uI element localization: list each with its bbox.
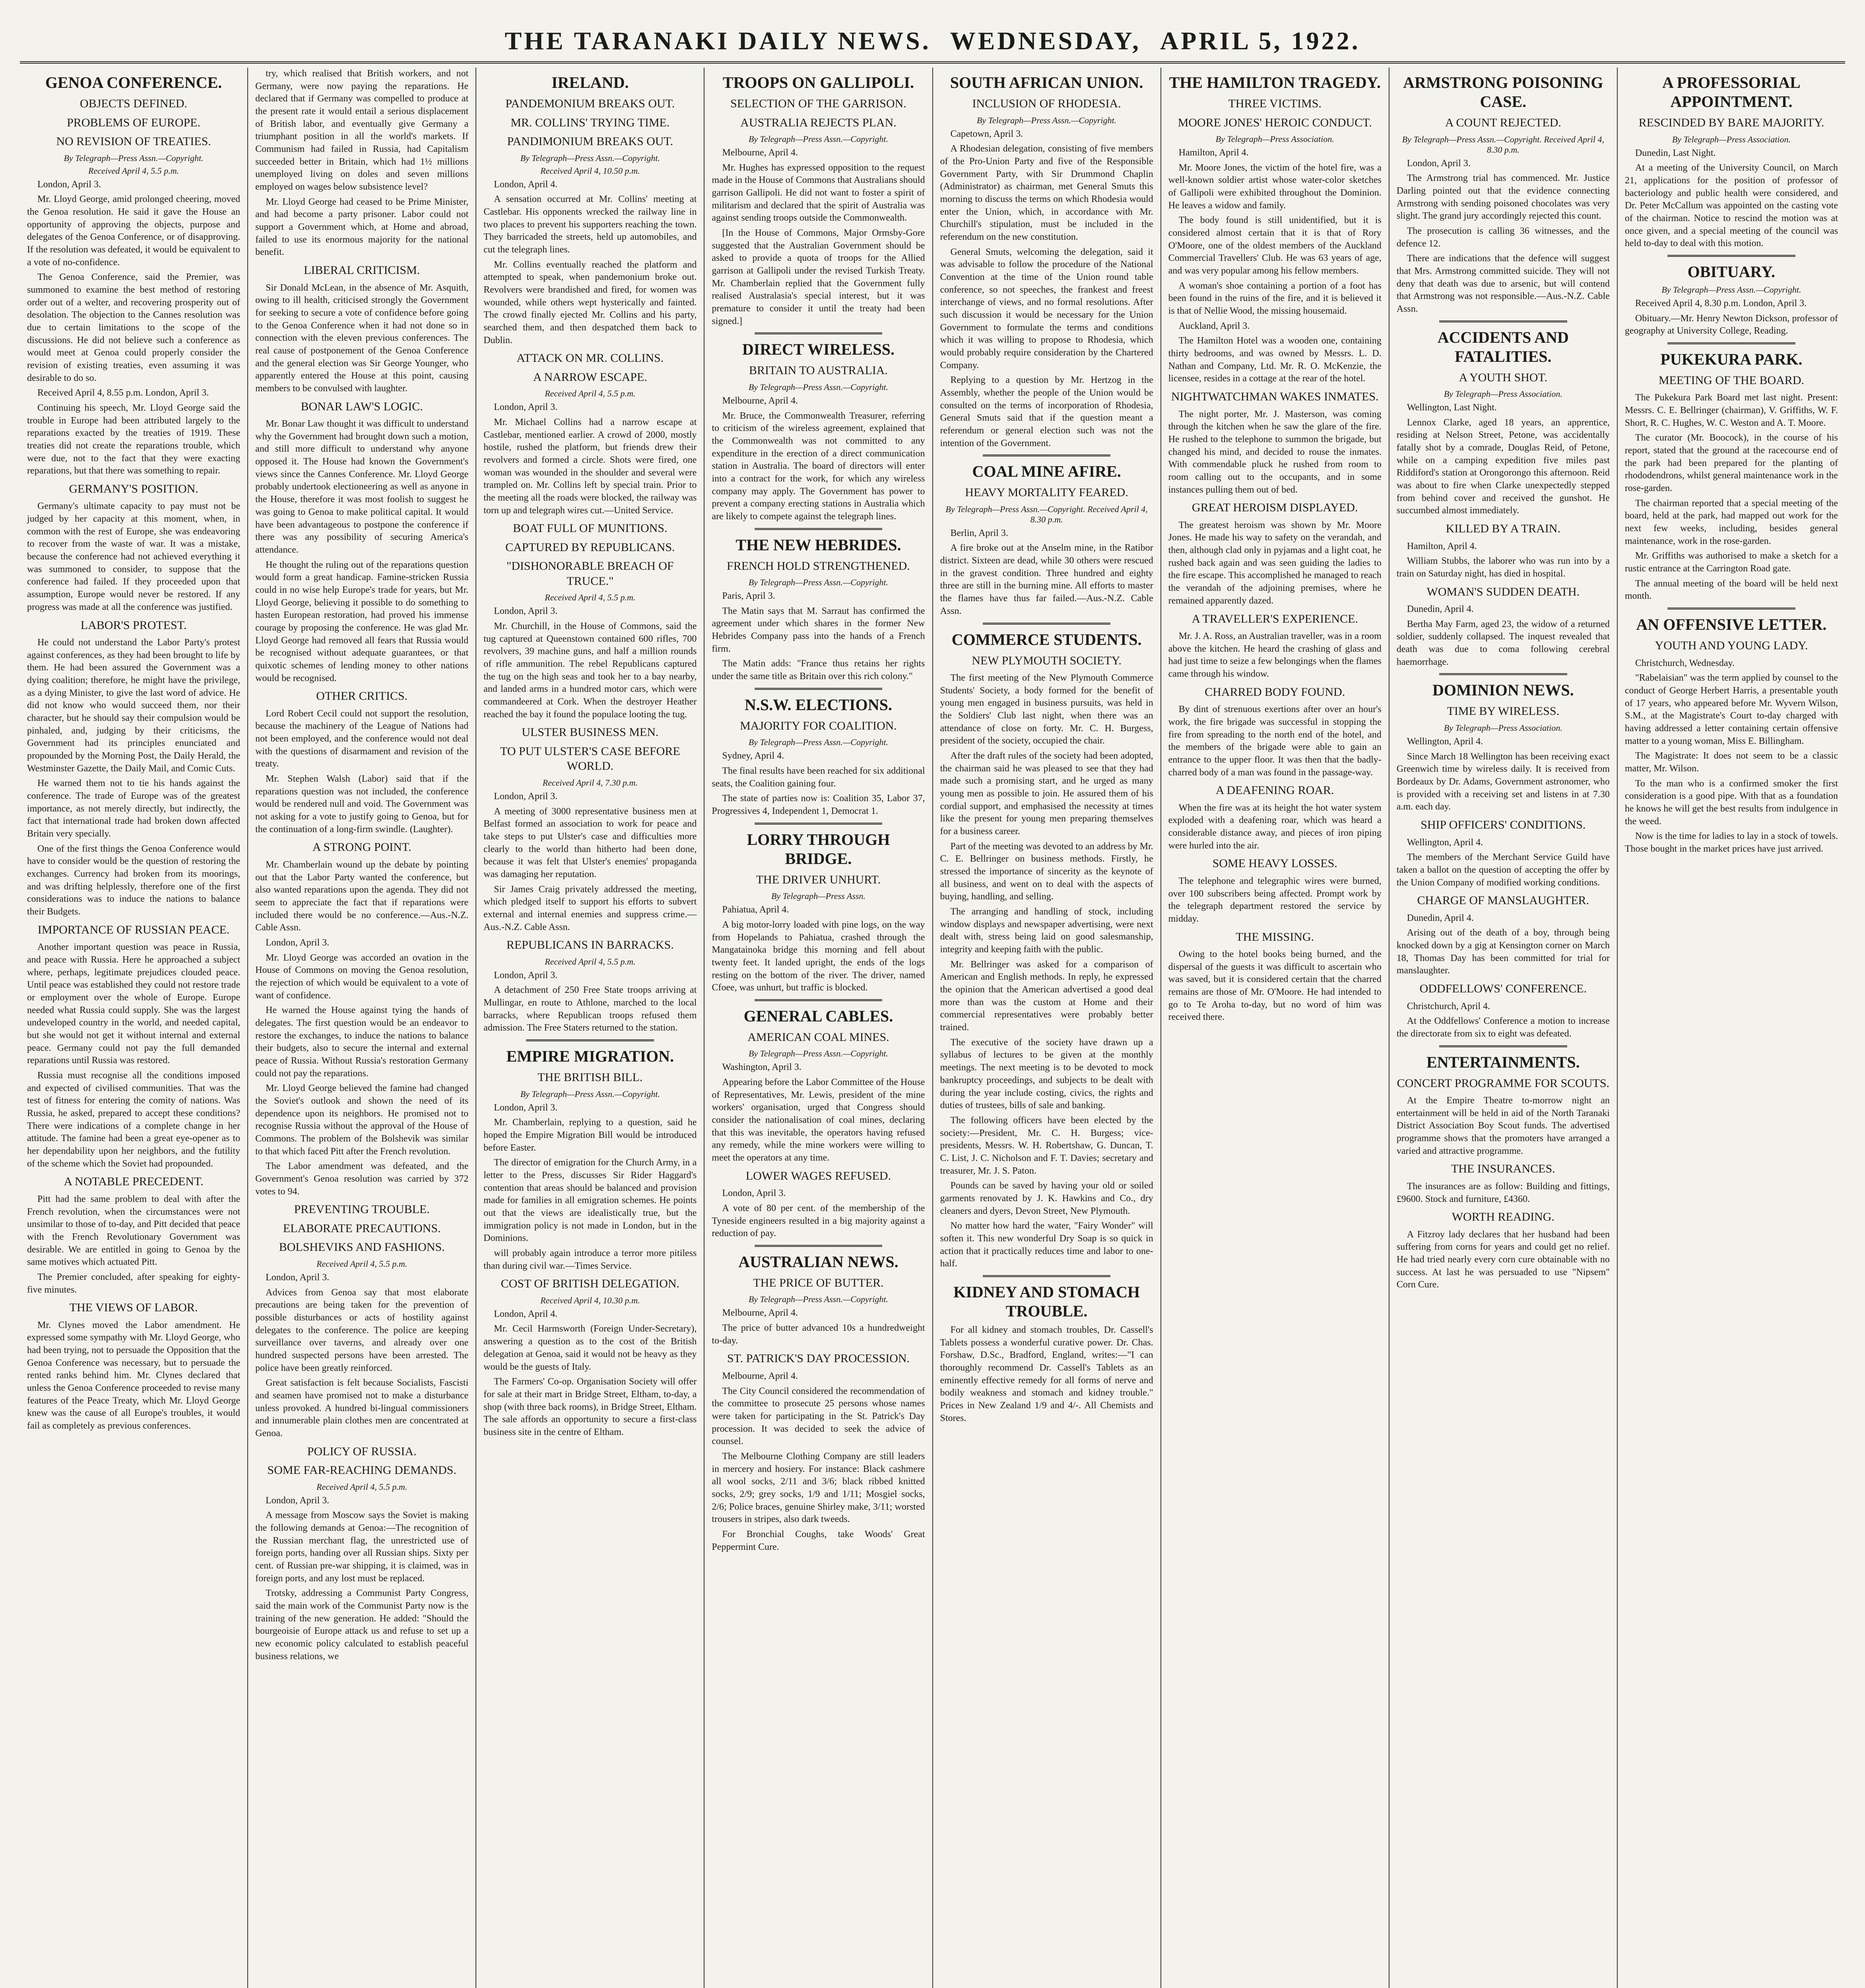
article-subheading: FRENCH HOLD STRENGTHENED.	[727, 559, 910, 573]
section-divider	[755, 688, 883, 690]
article-paragraph: A vote of 80 per cent. of the membership of the Tyneside engineers resulted in a big majority against a reduction of pay.	[712, 1203, 925, 1239]
article-subheading: IMPORTANCE OF RUSSIAN PEACE.	[37, 923, 230, 936]
article-paragraph: The telephone and telegraphic wires were burned, over 100 subscribers being affected. Prompt work by the telegraph department restored the service by midday.	[1168, 876, 1382, 924]
article-paragraph: The annual meeting of the board will be held next month.	[1624, 578, 1838, 602]
article-subheading: A YOUTH SHOT.	[1459, 371, 1548, 384]
article-subheading: THE VIEWS OF LABOR.	[69, 1301, 198, 1314]
article-paragraph: London, April 4.	[494, 179, 558, 190]
article-paragraph: One of the first things the Genoa Conference would have to consider would be the question of restoring the exchanges. Currency had broken from its moorings, and was drifting helplessly, therefore one of the first considerations was to induce the nations to balance their Budgets.	[27, 843, 241, 917]
section-divider	[983, 623, 1111, 625]
article-subheading: MOORE JONES' HEROIC CONDUCT.	[1178, 116, 1372, 129]
article-subheading: HEAVY MORTALITY FEARED.	[965, 486, 1128, 499]
dateline: By Telegraph—Press Association.	[1444, 389, 1562, 399]
article-paragraph: Melbourne, April 4.	[722, 395, 798, 406]
section-divider	[1667, 608, 1795, 610]
article-paragraph: Mr. Collins eventually reached the platform and attempted to speak, when pandemonium broke out. Revolvers were brandished and fired, for women was wounded, while others wept hysterically and fainted. The crowd finally ejected Mr. Collins and his party, searched them, and then despatched them back to Dublin.	[483, 259, 697, 346]
article-subheading: WOMAN'S SUDDEN DEATH.	[1426, 585, 1580, 598]
article-paragraph: The director of emigration for the Church Army, in a letter to the Press, discusses Sir Rider Haggard's contention that areas should be balanced and provision made for families in all emigration schemes. He points out that the views are idealistically true, but the immigration policy is not made in London, but in the Dominions.	[483, 1157, 697, 1244]
article-paragraph: Pitt had the same problem to deal with after the French revolution, when the circumstances were not unsimilar to those of to-day, and Pitt decided that peace with the French Revolutionary Government was desirable. We are entitled in going to Genoa by the same motives which actuated Pitt.	[27, 1194, 241, 1268]
article-subheading: GREAT HEROISM DISPLAYED.	[1192, 501, 1358, 514]
article-headline: AUSTRALIAN NEWS.	[738, 1252, 899, 1271]
news-column-8	[1618, 68, 1845, 1988]
article-headline: GENOA CONFERENCE.	[45, 74, 222, 91]
news-column-3	[476, 68, 704, 1988]
article-headline: ACCIDENTS AND FATALITIES.	[1437, 328, 1569, 365]
issue-date: APRIL 5, 1922.	[1160, 27, 1360, 55]
article-paragraph: Dunedin, Last Night.	[1635, 148, 1716, 158]
article-paragraph: Mr. Bonar Law thought it was difficult to understand why the Government had brought down such a motion, and still more difficult to understand why anyone opposed it. The House had known the Government's views since the Cannes Conference. Mr. Lloyd George probably undertook electioneering as well as anyone in the House, therefore it was most foolish to suggest he was going to Genoa to make political capital. It would have been advantageous to postpone the conference if there was any possibility of securing America's attendance.	[255, 419, 469, 555]
dateline: By Telegraph—Press Assn.—Copyright.	[748, 134, 889, 144]
article-subheading: COST OF BRITISH DELEGATION.	[501, 1277, 680, 1291]
article-paragraph: A message from Moscow says the Soviet is making the following demands at Genoa:—The recognition of the Russian merchant flag, the unrestricted use of foreign ports, handing over all Russian ships. Sixty per cent. of Russian pre-war shipping, it is claimed, was in foreign ports, and any lost must be replaced.	[255, 1510, 469, 1584]
article-paragraph: Mr. Lloyd George had ceased to be Prime Minister, and had become a party prisoner. Labor could not support a Government which, at Home and abroad, failed to use its enormous majority for the national benefit.	[255, 196, 469, 258]
article-paragraph: Mr. Hughes has expressed opposition to the request made in the House of Commons that Australians should garrison Gallipoli. He did not want to foster a spirit of militarism and declared that the spirit of Australia was against sending troops outside the Commonwealth.	[712, 162, 925, 223]
article-paragraph: He thought the ruling out of the reparations question would form a great handicap. Famine-stricken Russia could in no wise help Europe's trade for years, but Mr. Lloyd George, believing it possible to do something to hasten European restoration, had proved his immense courage by proposing the conference. He was glad Mr. Lloyd George had removed all fears that Russia would be recognised without adequate guarantees, or that quixotic schemes of lending money to other nations would be recognised.	[255, 559, 469, 683]
article-subheading: MR. COLLINS' TRYING TIME.	[510, 116, 670, 129]
article-paragraph: Mr. Cecil Harmsworth (Foreign Under-Secretary), answering a question as to the cost of the British delegation at Genoa, said it would not be heavy as they would be the guests of Italy.	[483, 1324, 697, 1372]
article-subheading: TO PUT ULSTER'S CASE BEFORE WORLD.	[500, 744, 680, 773]
article-paragraph: Part of the meeting was devoted to an address by Mr. C. E. Bellringer on business methods. Firstly, he stressed the importance of sincerity as the keynote of all business, and went on to deal with the aspects of buying, handling, and selling.	[940, 841, 1153, 902]
article-paragraph: The Magistrate: It does not seem to be a classic matter, Mr. Wilson.	[1624, 751, 1838, 774]
dateline: By Telegraph—Press Assn.—Copyright.	[748, 1048, 889, 1059]
article-paragraph: London, April 3.	[494, 606, 558, 617]
dateline: Received April 4, 7.30 p.m.	[542, 777, 638, 788]
article-subheading: LOWER WAGES REFUSED.	[745, 1169, 891, 1182]
section-divider	[1667, 255, 1795, 257]
dateline: Received April 4, 5.5 p.m.	[545, 956, 636, 967]
article-paragraph: The Genoa Conference, said the Premier, was summoned to examine the best method of restoring order out of a welter, and recovering prosperity out of desolation. The objection to the Cannes resolution was due to certain limitations to the scope of the discussions. He did not believe such a conference as would meet at Genoa could properly consider the revision of existing treaties, even assuming it was desirable to do so.	[27, 272, 241, 383]
article-paragraph: Melbourne, April 4.	[722, 148, 798, 158]
dateline: By Telegraph—Press Assn.—Copyright.	[520, 1089, 660, 1099]
article-paragraph: Capetown, April 3.	[950, 128, 1023, 139]
dateline: By Telegraph—Press Assn.—Copyright.	[64, 153, 204, 163]
article-paragraph: For all kidney and stomach troubles, Dr. Cassell's Tablets possess a wonderful curative power. Dr. Chas. Forshaw, D.Sc., Bradford, England, writes:—"I can thoroughly recommend Dr. Cassell's Tablets as an eminently effective remedy for all forms of nerve and bodily weakness and stomach and kidney trouble." Prices in New Zealand 1/9 and 4/-. All Chemists and Stores.	[940, 1324, 1153, 1423]
article-headline: ENTERTAINMENTS.	[1426, 1053, 1580, 1071]
article-paragraph: Now is the time for ladies to lay in a stock of towels. Those bought in the market prices have just arrived.	[1624, 831, 1838, 854]
article-subheading: A NARROW ESCAPE.	[533, 370, 647, 384]
article-paragraph: Berlin, April 3.	[950, 528, 1008, 538]
article-paragraph: The Pukekura Park Board met last night. Present: Messrs. C. E. Bellringer (chairman), V. Griffiths, W. F. Short, R. C. Hughes, W. C. Weston and A. T. Moore.	[1624, 392, 1838, 428]
dateline: Received April 4, 10.50 p.m.	[540, 165, 640, 176]
article-paragraph: The body found is still unidentified, but it is considered almost certain that it is that of Rory O'Moore, one of the oldest members of the Auckland Commercial Travellers' Club. He was 63 years of age, and was very popular among his fellow members.	[1168, 215, 1382, 276]
article-paragraph: The City Council considered the recommendation of the committee to prosecute 25 persons whose names were taken for participating in the St. Patrick's Day procession. It was decided to seek the advice of counsel.	[712, 1386, 925, 1447]
article-subheading: RESCINDED BY BARE MAJORITY.	[1638, 116, 1824, 129]
article-headline: DOMINION NEWS.	[1432, 681, 1574, 699]
article-paragraph: Mr. Michael Collins had a narrow escape at Castlebar, mentioned earlier. A crowd of 2000, mostly hostile, rushed the platform, but friends drew their revolvers and formed a circle. Shots were fired, one woman was wounded in the shoulder and several were trampled on. Mr. Collins left by special train. Prior to the meeting all the roads were blocked, the railway was torn up and telegraph wires cut.—United Service.	[483, 417, 697, 516]
article-paragraph: A detachment of 250 Free State troops arriving at Mullingar, en route to Athlone, marched to the local barracks, where Republican troops refused them admission. The Free Staters returned to the station.	[483, 985, 697, 1033]
dateline: By Telegraph—Press Assn.—Copyright.	[976, 115, 1117, 125]
article-paragraph: A Rhodesian delegation, consisting of five members of the Pro-Union Party and five of the Responsible Government Party, with Sir Drummond Chaplin (Administrator) as chairman, met General Smuts this morning to discuss the terms on which Rhodesia would enter the Union, which, in accordance with Mr. Churchill's stipulation, must be included in the referendum on the new constitution.	[940, 144, 1153, 242]
article-subheading: ST. PATRICK'S DAY PROCESSION.	[727, 1352, 910, 1365]
article-paragraph: Received April 4, 8.55 p.m. London, April 3.	[37, 388, 209, 398]
article-subheading: OBJECTS DEFINED.	[80, 97, 188, 110]
dateline: Received April 4, 5.5 p.m.	[316, 1258, 408, 1269]
article-paragraph: Sydney, April 4.	[722, 751, 784, 761]
article-paragraph: Mr. Lloyd George, amid prolonged cheering, moved the Genoa resolution. He said it gave the House an opportunity of approving the objects, purpose and delegates of the Genoa Conference, or of disapproving. If the resolution was defeated, it would be equivalent to a vote of no-confidence.	[27, 194, 241, 268]
article-subheading: PANDEMONIUM BREAKS OUT.	[505, 97, 675, 110]
article-paragraph: Pounds can be saved by having your old or soiled garments renovated by J. K. Hawkins and Co., dry cleaners and dyers, Devon Street, New Plymouth.	[940, 1180, 1153, 1216]
dateline: By Telegraph—Press Assn.—Copyright.	[1661, 284, 1801, 295]
dateline: By Telegraph—Press Assn.—Copyright.	[748, 382, 889, 392]
article-paragraph: Lennox Clarke, aged 18 years, an apprentice, residing at Nelson Street, Petone, was accidentally fatally shot by a comrade, Douglas Reid, of Petone, while on a camping expedition five miles past Riddiford's station at Orongorongo this afternoon. Reid was about to fire when Clarke unexpectedly stepped from behind cover and received the gunshot. He succumbed almost immediately.	[1396, 417, 1610, 516]
article-paragraph: He could not understand the Labor Party's protest against conferences, as they had been brought to life by them. He had been assured the Government was a dying coalition; therefore, he might have the privilege, as a dying Minister, to give the last word of advice. He did not know who would succeed them, nor their character, but he should say their compulsion would be pinhaled, and, judging by their criticisms, the Government had its principles enunciated and propounded by the Morning Post, the Daily Herald, the Westminster Gazette, the Daily Mail, and Comic Cuts.	[27, 637, 241, 774]
article-subheading: ELABORATE PRECAUTIONS.	[283, 1221, 441, 1235]
article-headline: DIRECT WIRELESS.	[742, 340, 895, 359]
news-column-1	[20, 68, 248, 1988]
news-column-4	[704, 68, 933, 1988]
article-paragraph: The greatest heroism was shown by Mr. Moore Jones. He made his way to safety on the verandah, and then, although clad only in pyjamas and a light coat, he rushed back again and was seen guiding the ladies to the fire escape. This accomplished he managed to reach the verandah of the adjoining premises, where he remained apparently dazed.	[1168, 520, 1382, 606]
article-paragraph: Hamilton, April 4.	[1178, 148, 1249, 158]
article-paragraph: Replying to a question by Mr. Hertzog in the Assembly, whether the people of the Union would be consulted on the terms of incorporation of Rhodesia, General Smuts said that if the question meant a referendum or general election such was not the intention of the Government.	[940, 375, 1153, 448]
article-paragraph: London, April 3.	[494, 791, 558, 802]
article-paragraph: Melbourne, April 4.	[722, 1308, 798, 1318]
article-paragraph: Dunedin, April 4.	[1407, 604, 1474, 615]
article-subheading: ULSTER BUSINESS MEN.	[522, 726, 659, 739]
news-column-2	[248, 68, 476, 1988]
dateline: Received April 4, 5.5 p.m.	[545, 388, 636, 399]
article-subheading: ODDFELLOWS' CONFERENCE.	[1419, 982, 1587, 996]
article-subheading: REPUBLICANS IN BARRACKS.	[506, 938, 674, 952]
dateline: By Telegraph—Press Assn.	[771, 891, 866, 901]
article-paragraph: The following officers have been elected by the society:—President, Mr. C. H. Burgess; vice-presidents, Messrs. W. H. Robertshaw, G. Duncan, T. C. List, J. C. Nicholson and F. T. Davies; secretary and treasurer, Mr. J. S. Paton.	[940, 1115, 1153, 1176]
dateline: By Telegraph—Press Assn.—Copyright.	[748, 577, 889, 588]
article-paragraph: Christchurch, Wednesday.	[1635, 658, 1735, 668]
article-paragraph: London, April 3.	[266, 937, 330, 948]
article-paragraph: Mr. Bruce, the Commonwealth Treasurer, referring to criticism of the wireless agreement, explained that the Commonwealth was not committed to any expenditure in the erection of a direct communication station in Australia. The board of directors will enter into a contract for the work, for which any wireless company may apply. The Government has power to prevent a company erecting stations in Australia which are likely to compete against the telegraph lines.	[712, 410, 925, 522]
article-headline: N.S.W. ELECTIONS.	[744, 695, 892, 714]
article-paragraph: London, April 3.	[1407, 158, 1471, 169]
article-paragraph: By dint of strenuous exertions after over an hour's work, the fire brigade was successful in stopping the fire from spreading to the north end of the hotel, and the members of the brigade were able to gain an entrance to the upper floor. It was then that the badly-charred body of a man was found in the passage-way.	[1168, 704, 1382, 778]
article-paragraph: Continuing his speech, Mr. Lloyd George said the trouble in Europe had been attributed largely to the reparations exacted by the treaties of 1919. These treaties did not create the reparations trouble, which were due, not to the fact that they were exacting reparations, but that there was something to repair.	[27, 402, 241, 476]
article-paragraph: Owing to the hotel books being burned, and the dispersal of the guests it was difficult to ascertain who was saved, but it is considered certain that the charred remains are those of Mr. O'Moore. He had intended to go to Te Aroha to-day, but no word of him was received there.	[1168, 949, 1382, 1023]
article-headline: KIDNEY AND STOMACH TROUBLE.	[953, 1283, 1140, 1320]
article-paragraph: A Fitzroy lady declares that her husband had been suffering from corns for years and could get no relief. He had tried nearly every corn cure obtainable with no success. At last he was persuaded to use "Nipsem" Corn Cure.	[1396, 1229, 1610, 1290]
article-paragraph: A sensation occurred at Mr. Collins' meeting at Castlebar. His opponents wrecked the railway line in two places to prevent his supporters reaching the town. They barricaded the streets, held up automobiles, and cut the telegraph lines.	[483, 194, 697, 255]
article-subheading: LABOR'S PROTEST.	[80, 618, 187, 632]
article-paragraph: When the fire was at its height the hot water system exploded with a deafening roar, which was heard a considerable distance away, and pieces of iron piping were hurled into the air.	[1168, 802, 1382, 851]
article-paragraph: London, April 3.	[37, 179, 101, 190]
article-paragraph: Washington, April 3.	[722, 1062, 802, 1073]
article-subheading: THE PRICE OF BUTTER.	[753, 1276, 884, 1289]
article-headline: IRELAND.	[551, 74, 629, 91]
article-paragraph: Dunedin, April 4.	[1407, 912, 1474, 923]
article-paragraph: A woman's shoe containing a portion of a foot has been found in the ruins of the fire, and it is believed it is that of Nellie Wood, the missing housemaid.	[1168, 280, 1382, 316]
section-divider	[526, 1039, 654, 1041]
article-subheading: SHIP OFFICERS' CONDITIONS.	[1421, 818, 1586, 832]
dateline: Received April 4, 5.5 p.m.	[316, 1481, 408, 1492]
article-paragraph: The executive of the society have drawn up a syllabus of lectures to be given at the monthly meetings. The next meeting is to be devoted to mock bankruptcy proceedings, and subjects to be dealt with during the year include costing, civics, the rights and duties of trustees, bills of sale and banking.	[940, 1037, 1153, 1111]
article-headline: A PROFESSORIAL APPOINTMENT.	[1662, 74, 1801, 111]
article-paragraph: Advices from Genoa say that most elaborate precautions are being taken for the prevention of possible disturbances or acts of hostility against delegates to the conference. The police are keeping surveillance over taverns, and already over one hundred suspected persons have been arrested. The police have been greatly reinforced.	[255, 1287, 469, 1373]
article-paragraph: William Stubbs, the laborer who was run into by a train on Saturday night, has died in hospital.	[1396, 556, 1610, 579]
article-paragraph: Great satisfaction is felt because Socialists, Fascisti and seamen have promised not to make a disturbance unless provoked. A hundred bi-lingual commissioners and innumerable plain clothes men are concentrated at Genoa.	[255, 1378, 469, 1439]
article-subheading: CHARGE OF MANSLAUGHTER.	[1417, 894, 1589, 907]
article-paragraph: Mr. Moore Jones, the victim of the hotel fire, was a well-known soldier artist whose water-color sketches of Gallipoli were exhibited throughout the Dominion. He leaves a widow and family.	[1168, 162, 1382, 211]
dateline: Received April 4, 5.5 p.m.	[88, 165, 179, 176]
article-paragraph: Arising out of the death of a boy, through being knocked down by a gig at Kensington corner on March 18, Thomas Day has been committed for trial for manslaughter.	[1396, 928, 1610, 976]
article-paragraph: The Matin says that M. Sarraut has confirmed the agreement under which shares in the former New Hebrides Company pass into the hands of a French firm.	[712, 606, 925, 654]
article-paragraph: Germany's ultimate capacity to pay must not be judged by her capacity at this moment, when, in common with the rest of Europe, she was endeavoring to recover from the waste of war. It was a mistake, because the conference had not achieved everything it was summoned to consider, to suppose that the conference had failed. If they proceeded upon that assumption, Europe would never be restored. If any progress was made at all the conference was justified.	[27, 501, 241, 612]
article-subheading: A STRONG POINT.	[312, 841, 411, 854]
article-paragraph: The insurances are as follow: Building and fittings, £9600. Stock and furniture, £4360.	[1396, 1181, 1610, 1204]
article-paragraph: The Armstrong trial has commenced. Mr. Justice Darling pointed out that the evidence connecting Armstrong with sending poisoned chocolates was very slight. The grand jury accordingly rejected this count.	[1396, 173, 1610, 221]
article-paragraph: Christchurch, April 4.	[1407, 1001, 1490, 1011]
section-divider	[755, 1245, 883, 1247]
article-paragraph: Paris, April 3.	[722, 591, 775, 602]
article-paragraph: The first meeting of the New Plymouth Commerce Students' Society, a body formed for the benefit of young men engaged in business pursuits, was held in the Soldiers' Club last night, when there was an attendance of close on forty. Mr. C. H. Burgess, president of the society, occupied the chair.	[940, 673, 1153, 746]
article-subheading: A DEAFENING ROAR.	[1215, 784, 1334, 797]
article-paragraph: Mr. Griffiths was authorised to make a sketch for a rustic entrance at the Carrington Road gate.	[1624, 551, 1838, 574]
article-paragraph: Russia must recognise all the conditions imposed and expected of civilised communities. That was the test of fitness for entering the comity of nations. Was Russia, he asked, prepared to accept these conditions? There were indications of a complete change in her attitude. The famine had been a great eye-opener as to her dependability upon her neighbors, and the futility of the scheme which the Soviet had propounded.	[27, 1070, 241, 1169]
article-headline: COMMERCE STUDENTS.	[951, 630, 1142, 648]
article-paragraph: There are indications that the defence will suggest that Mrs. Armstrong committed suicide. They will not deny that death was due to arsenic, but will contend that Armstrong was not responsible.—Aus.-N.Z. Cable Assn.	[1396, 253, 1610, 314]
article-paragraph: A big motor-lorry loaded with pine logs, on the way from Hopelands to Pahiatua, crashed through the Mangatainoka bridge this morning and fell about twenty feet. It landed upright, the ends of the logs resting on the bottom of the river. The driver, named Cfoee, was unhurt, but traffic is blocked.	[712, 919, 925, 993]
section-divider	[755, 999, 883, 1001]
article-paragraph: London, April 3.	[494, 402, 558, 413]
article-subheading: BRITAIN TO AUSTRALIA.	[749, 364, 888, 377]
article-subheading: NEW PLYMOUTH SOCIETY.	[972, 654, 1122, 667]
article-subheading: A NOTABLE PRECEDENT.	[64, 1175, 204, 1188]
article-subheading: AMERICAN COAL MINES.	[747, 1030, 889, 1044]
article-paragraph: Sir James Craig privately addressed the meeting, which pledged itself to support his efforts to subvert external and internal enemies and suppress crime.—Aus.-N.Z. Cable Assn.	[483, 884, 697, 932]
news-column-5	[933, 68, 1161, 1988]
section-divider	[1439, 673, 1567, 675]
article-subheading: SOME HEAVY LOSSES.	[1212, 857, 1337, 870]
article-paragraph: London, April 3.	[494, 970, 558, 980]
dateline: By Telegraph—Press Assn.—Copyright.	[520, 153, 660, 163]
article-headline: LORRY THROUGH BRIDGE.	[747, 830, 890, 868]
section-divider	[755, 823, 883, 825]
article-headline: SOUTH AFRICAN UNION.	[950, 74, 1143, 91]
section-divider	[983, 454, 1111, 456]
article-subheading: BOAT FULL OF MUNITIONS.	[513, 522, 668, 535]
article-paragraph: will probably again introduce a terror more pitiless than during civil war.—Times Service.	[483, 1248, 697, 1271]
article-headline: AN OFFENSIVE LETTER.	[1636, 615, 1827, 634]
article-paragraph: London, April 3.	[494, 1102, 558, 1113]
article-subheading: AUSTRALIA REJECTS PLAN.	[740, 116, 897, 129]
article-paragraph: Melbourne, April 4.	[722, 1371, 798, 1381]
article-paragraph: Mr. Lloyd George believed the famine had changed the Soviet's outlook and shown the need of its dependence upon its neighbors. He promised not to recognise Russia without the approval of the House of Commons. The problem of the Bolshevik was similar to that which faced Pitt after the French revolution.	[255, 1083, 469, 1157]
article-subheading: THE INSURANCES.	[1451, 1162, 1555, 1176]
article-headline: GENERAL CABLES.	[743, 1007, 893, 1025]
article-paragraph: London, April 3.	[722, 1188, 786, 1199]
article-paragraph: Trotsky, addressing a Communist Party Congress, said the main work of the Communist Party now is the training of the new generation. He added: "Should the bourgeoisie of Europe attack us and refuse to set up a new economic policy calculated to establish peaceful business relations, we	[255, 1588, 469, 1662]
article-paragraph: No matter how hard the water, "Fairy Wonder" will soften it. This new wonderful Dry Soap is so quick in action that it practically reduces time and labor to one-half.	[940, 1221, 1153, 1269]
article-paragraph: He warned them not to tie his hands against the conference. The trade of Europe was of the greatest importance, as not merely directly, but indirectly, the fact that international trade had broken down affected Britain very specially.	[27, 778, 241, 839]
article-paragraph: The night porter, Mr. J. Masterson, was coming through the kitchen when he saw the glare of the fire. He rushed to the telephone to summon the brigade, but changed his mind, and decided to rouse the inmates. With commendable pluck he rushed from room to room calling out to the occupants, and in some instances pulling them out of bed.	[1168, 409, 1382, 495]
article-headline: OBITUARY.	[1687, 262, 1776, 281]
article-subheading: BONAR LAW'S LOGIC.	[301, 400, 423, 413]
article-paragraph: London, April 3.	[266, 1272, 330, 1283]
article-subheading: NIGHTWATCHMAN WAKES INMATES.	[1171, 390, 1379, 404]
article-paragraph: The chairman reported that a special meeting of the board, held at the park, had mapped out work for the next few weeks, including, besides general maintenance, work in the rose-garden.	[1624, 498, 1838, 546]
article-subheading: THREE VICTIMS.	[1228, 97, 1322, 110]
article-subheading: MAJORITY FOR COALITION.	[740, 719, 897, 732]
article-paragraph: Hamilton, April 4.	[1407, 541, 1477, 551]
article-headline: EMPIRE MIGRATION.	[506, 1047, 674, 1066]
article-subheading: SELECTION OF THE GARRISON.	[730, 97, 906, 110]
article-paragraph: The Melbourne Clothing Company are still leaders in mercery and hosiery. For instance: Black cashmere all wool socks, 2/11 and 3/6; black ribbed knitted socks, 2/9; grey socks, 1/9 and 1/11; Mosgiel socks, 2/6; Police braces, genuine Shirley make, 3/11; worsted trousers in stripes, also dark tweeds.	[712, 1451, 925, 1525]
article-paragraph: The Premier concluded, after speaking for eighty-five minutes.	[27, 1272, 241, 1295]
article-subheading: THE DRIVER UNHURT.	[756, 873, 881, 886]
article-subheading: BOLSHEVIKS AND FASHIONS.	[279, 1241, 445, 1254]
section-divider	[755, 528, 883, 530]
article-headline: TROOPS ON GALLIPOLI.	[722, 74, 914, 91]
article-paragraph: Mr. Churchill, in the House of Commons, said the tug captured at Queenstown contained 600 rifles, 700 revolvers, 39 machine guns, and half a million rounds of rifle ammunition. The rebel Republicans captured the tug on the high seas and took her to a bay nearby, and landed arms in a hundred motor cars, which were commandeered at Cork. When the destroyer Heather reached the bay it found the populace looting the tug.	[483, 621, 697, 720]
article-paragraph: Received April 4, 8.30 p.m. London, April 3.	[1635, 298, 1807, 309]
section-divider	[983, 1275, 1111, 1277]
article-subheading: ATTACK ON MR. COLLINS.	[516, 351, 664, 365]
article-subheading: CAPTURED BY REPUBLICANS.	[505, 540, 675, 554]
article-subheading: CONCERT PROGRAMME FOR SCOUTS.	[1397, 1076, 1610, 1090]
dateline: By Telegraph—Press Assn.—Copyright. Received April 4, 8.30 p.m.	[1402, 134, 1605, 155]
section-divider	[1439, 1045, 1567, 1047]
article-paragraph: Mr. Stephen Walsh (Labor) said that if the reparations question was not included, the conference would be rendered null and void. The Government was not asking for a vote to justify going to Genoa, but for the continuation of a long-firm swindle. (Laughter).	[255, 774, 469, 835]
article-paragraph: London, April 4.	[494, 1309, 558, 1319]
article-paragraph: The prosecution is calling 36 witnesses, and the defence 12.	[1396, 225, 1610, 249]
article-paragraph: At a meeting of the University Council, on March 21, applications for the position of professor of bacteriology and public health were considered, and Dr. Peter McCallum was appointed on the casting vote of the chairman. Notice to rescind the motion was at once given, and a special meeting of the council was held to-day to deal with this motion.	[1624, 163, 1838, 249]
dateline: By Telegraph—Press Association.	[1215, 134, 1334, 144]
article-subheading: A COUNT REJECTED.	[1445, 116, 1561, 129]
article-subheading: OTHER CRITICS.	[316, 689, 408, 703]
masthead	[20, 16, 1845, 64]
article-paragraph: Mr. Bellringer was asked for a comparison of American and English methods. In reply, he expressed the opinion that the American advertised a good deal more than was the custom at Home and their commercial representatives were probably better trained.	[940, 959, 1153, 1033]
article-subheading: "DISHONORABLE BREACH OF TRUCE."	[507, 559, 674, 588]
dateline: By Telegraph—Press Assn.—Copyright.	[748, 1294, 889, 1305]
article-paragraph: The state of parties now is: Coalition 35, Labor 37, Progressives 4, Independent 1, Democrat 1.	[712, 793, 925, 817]
dateline: By Telegraph—Press Association.	[1672, 134, 1791, 144]
article-subheading: THE MISSING.	[1236, 930, 1314, 944]
article-paragraph: Mr. Chamberlain wound up the debate by pointing out that the Labor Party wanted the conference, but also wanted reparations upon the agenda. They did not seem to appreciate the fact that if reparations were included there would be no conference.—Aus.-N.Z. Cable Assn.	[255, 859, 469, 933]
article-paragraph: Wellington, April 4.	[1407, 837, 1483, 848]
article-paragraph: Obituary.—Mr. Henry Newton Dickson, professor of geography at University College, Reading.	[1624, 313, 1838, 336]
article-subheading: SOME FAR-REACHING DEMANDS.	[267, 1464, 456, 1477]
article-paragraph: Another important question was peace in Russia, and peace with Russia. Here he approached a subject where, perhaps, legitimate prejudices clouded peace. Until peace was established they could not restore trade or employment over the whole of Europe. Europe needed what Russia could supply. She was the largest undeveloped country in the world, and needed capital, but she would not get it without internal and external peace. Germany could not pay the full demanded reparations until Russia was restored.	[27, 942, 241, 1066]
article-paragraph: Pahiatua, April 4.	[722, 905, 789, 915]
section-divider	[755, 332, 883, 334]
article-subheading: A TRAVELLER'S EXPERIENCE.	[1192, 612, 1358, 625]
article-paragraph: The members of the Merchant Service Guild have taken a ballot on the question of accepting the offer by the Union Company of modified working conditions.	[1396, 852, 1610, 888]
news-column-7	[1390, 68, 1618, 1988]
article-paragraph: He warned the House against tying the hands of delegates. The first question would be an endeavor to restore the exchanges, to induce the nations to balance their budgets, also to secure the internal and external peace of Russia. Without Russia's restoration Germany could not pay the reparations.	[255, 1005, 469, 1079]
article-paragraph: The curator (Mr. Boocock), in the course of his report, stated that the ground at the racecourse end of the park had been prepared for the planting of rhododendrons, whilst general maintenance work in the rose-garden.	[1624, 433, 1838, 494]
paper-name: THE TARANAKI DAILY NEWS.	[505, 27, 931, 55]
article-paragraph: The Hamilton Hotel was a wooden one, containing thirty bedrooms, and was owned by Messrs. L. D. Nathan and Company, Ltd. Mr. R. O. McKenzie, the licensee, resides in a cottage at the rear of the hotel.	[1168, 336, 1382, 384]
article-subheading: CHARRED BODY FOUND.	[1205, 685, 1345, 699]
article-paragraph: Sir Donald McLean, in the absence of Mr. Asquith, owing to ill health, criticised strongly the Government for seeking to secure a vote of confidence before going to the Genoa Conference when it had not done so in connection with the eleven previous conferences. The real cause of postponement of the Genoa Conference and the general election was Sir George Younger, who apparently entered the House at this point, causing members to be convulsed with laughter.	[255, 282, 469, 394]
article-subheading: POLICY OF RUSSIA.	[307, 1444, 417, 1458]
dateline: Received April 4, 5.5 p.m.	[545, 592, 636, 603]
article-paragraph: At the Oddfellows' Conference a motion to increase the directorate from six to eight was defeated.	[1396, 1016, 1610, 1039]
article-headline: PUKEKURA PARK.	[1660, 350, 1803, 368]
article-paragraph: General Smuts, welcoming the delegation, said it was advisable to follow the procedure of the National Convention at the time of the Union round table conference, so not speeches, the frankest and freest interchange of views, and no formal resolutions. After such discussion it would be necessary for the Union Government to formulate the terms and conditions which it was willing to propose to Rhodesia, which would probably require consideration by the Chartered Company.	[940, 247, 1153, 371]
article-paragraph: [In the House of Commons, Major Ormsby-Gore suggested that the Australian Government should be asked to provide a quota of troops for the Allied garrison at Gallipoli under the revised Turkish Treaty. Mr. Chamberlain replied that the Government fully realised Australasia's special interest, but it was premature to consider it until the treaty had been signed.]	[712, 228, 925, 326]
article-subheading: THE BRITISH BILL.	[538, 1071, 643, 1084]
article-paragraph: Since March 18 Wellington has been receiving exact Greenwich time by wireless daily. It is received from Bordeaux by Dr. Adams, Government astronomer, who is provided with a receiving set and listens in at 7.30 a.m. each day.	[1396, 751, 1610, 812]
article-paragraph: The Labor amendment was defeated, and the Government's Genoa resolution was carried by 372 votes to 94.	[255, 1161, 469, 1197]
article-subheading: LIBERAL CRITICISM.	[304, 264, 420, 277]
article-headline: COAL MINE AFIRE.	[972, 462, 1121, 481]
article-paragraph: Appearing before the Labor Committee of the House of Representatives, Mr. Lewis, president of the mine workers' organisation, urged that Congress should consider the nationalisation of coal mines, declaring that this was inevitable, the operators having refused any remedy, while the mine workers were willing to meet the operators at any time.	[712, 1077, 925, 1163]
article-subheading: PROBLEMS OF EUROPE.	[67, 116, 201, 129]
article-paragraph: Lord Robert Cecil could not support the resolution, because the machinery of the League of Nations had not been employed, and the conference would not deal with the questions of disarmament and revision of the treaty.	[255, 708, 469, 769]
issue-day: WEDNESDAY,	[950, 27, 1141, 55]
article-subheading: GERMANY'S POSITION.	[69, 482, 198, 495]
section-divider	[1667, 342, 1795, 344]
news-column-6	[1161, 68, 1390, 1988]
section-divider	[1439, 320, 1567, 322]
article-paragraph: Mr. Chamberlain, replying to a question, said he hoped the Empire Migration Bill would be introduced before Easter.	[483, 1117, 697, 1153]
article-paragraph: The Farmers' Co-op. Organisation Society will offer for sale at their mart in Bridge Street, Eltham, to-day, a shop (with three back rooms), in Bridge Street, Eltham. The sale affords an opportunity to secure a first-class business site in the centre of Eltham.	[483, 1376, 697, 1437]
article-subheading: PANDIMONIUM BREAKS OUT.	[507, 135, 673, 148]
article-subheading: TIME BY WIRELESS.	[1447, 705, 1560, 718]
article-headline: ARMSTRONG POISONING CASE.	[1403, 74, 1603, 111]
article-paragraph: Wellington, Last Night.	[1407, 402, 1497, 413]
article-subheading: WORTH READING.	[1452, 1210, 1554, 1224]
article-paragraph: At the Empire Theatre to-morrow night an entertainment will be held in aid of the North Taranaki District Association Boy Scout funds. The advertised programme shows that the promoters have arranged a varied and attractive programme.	[1396, 1095, 1610, 1156]
article-paragraph: Bertha May Farm, aged 23, the widow of a returned soldier, suddenly collapsed. The inquest revealed that death was due to coma following cerebral haemorrhage.	[1396, 619, 1610, 667]
article-subheading: MEETING OF THE BOARD.	[1658, 373, 1804, 387]
article-paragraph: Mr. Clynes moved the Labor amendment. He expressed some sympathy with Mr. Lloyd George, who had been trying, not to persuade the Opposition that the Genoa Conference was necessary, but to persuade the rented ranks behind him. Mr. Clynes declared that unless the Genoa Conference proceeded to revise many features of the Peace Treaty, which Mr. Lloyd George knew was the cause of all Europe's troubles, it would fail as completely as previous conferences.	[27, 1320, 241, 1431]
article-paragraph: The price of butter advanced 10s a hundredweight to-day.	[712, 1323, 925, 1346]
article-headline: THE NEW HEBRIDES.	[736, 536, 901, 554]
article-paragraph: The Matin adds: "France thus retains her rights under the same title as Britain over this rich colony."	[712, 658, 925, 682]
article-paragraph: London, April 3.	[266, 1495, 330, 1506]
dateline: By Telegraph—Press Assn.—Copyright. Received April 4, 8.30 p.m.	[945, 504, 1148, 524]
article-paragraph: "Rabelaisian" was the term applied by counsel to the conduct of George Herbert Harris, a presentable youth of 17 years, who appeared before Mr. Wyvern Wilson, S.M., at the Magistrate's Court to-day charged with having addressed a letter containing certain offensive matter to a young woman, Miss E. Billingham.	[1624, 673, 1838, 746]
dateline: By Telegraph—Press Association.	[1444, 722, 1562, 733]
article-subheading: NO REVISION OF TREATIES.	[56, 135, 211, 148]
article-paragraph: The arranging and handling of stock, including window displays and newspaper advertising, were next dealt with, stress being laid on good salesmanship, integrity and keeping faith with the public.	[940, 907, 1153, 955]
article-paragraph: To the man who is a confirmed smoker the first consideration is a good pipe. With that as a foundation he knows he will get the best results from indulgence in the weed.	[1624, 778, 1838, 827]
article-subheading: YOUTH AND YOUNG LADY.	[1655, 639, 1808, 652]
article-paragraph: The final results have been reached for six additional seats, the Coalition gaining four.	[712, 766, 925, 789]
article-paragraph: A fire broke out at the Anselm mine, in the Ratibor district. Sixteen are dead, while 30 others were rescued in the gravest condition. Three hundred and eighty three are still in the burning mine. All efforts to master the flames have thus far failed.—Aus.-N.Z. Cable Assn.	[940, 543, 1153, 616]
article-paragraph: After the draft rules of the society had been adopted, the chairman said he was pleased to see that they had made such a promising start, and he urged as many young men as possible to join. He assured them of his cordial support, and emphasised the necessity at times like the present for young men preparing themselves for a business career.	[940, 751, 1153, 837]
dateline: Received April 4, 10.30 p.m.	[540, 1295, 640, 1305]
article-paragraph: Mr. J. A. Ross, an Australian traveller, was in a room above the kitchen. He heard the crashing of glass and had just time to seize a few belongings when the flames came through his window.	[1168, 631, 1382, 679]
news-columns	[20, 68, 1845, 1988]
article-subheading: PREVENTING TROUBLE.	[294, 1203, 430, 1216]
article-paragraph: For Bronchial Coughs, take Woods' Great Peppermint Cure.	[712, 1529, 925, 1552]
dateline: By Telegraph—Press Assn.—Copyright.	[748, 737, 889, 747]
article-subheading: INCLUSION OF RHODESIA.	[972, 97, 1121, 110]
article-paragraph: Wellington, April 4.	[1407, 736, 1483, 747]
article-subheading: KILLED BY A TRAIN.	[1446, 522, 1560, 536]
article-paragraph: Mr. Lloyd George was accorded an ovation in the House of Commons on moving the Genoa resolution, the rejection of which would be equivalent to a vote of want of confidence.	[255, 952, 469, 1001]
article-paragraph: try, which realised that British workers, and not Germany, were now paying the reparations. He declared that if Germany was compelled to produce at the present rate it would entail a serious displacement of British labor, and eventually give Germany a triumphant position in all the world's markets. If Communism had failed in Russia, had Capitalism succeeded better in Britain, which had 1½ millions unemployed living on doles and seven millions employed on wages below subsistence level?	[255, 68, 469, 192]
article-headline: THE HAMILTON TRAGEDY.	[1169, 74, 1381, 91]
article-paragraph: Auckland, April 3.	[1178, 320, 1250, 331]
article-paragraph: A meeting of 3000 representative business men at Belfast formed an association to work for peace and take steps to put Ulster's case and difficulties more clearly to the world than hitherto had been done, because it was felt that Ulster's enemies' propaganda was damaging her reputation.	[483, 806, 697, 879]
